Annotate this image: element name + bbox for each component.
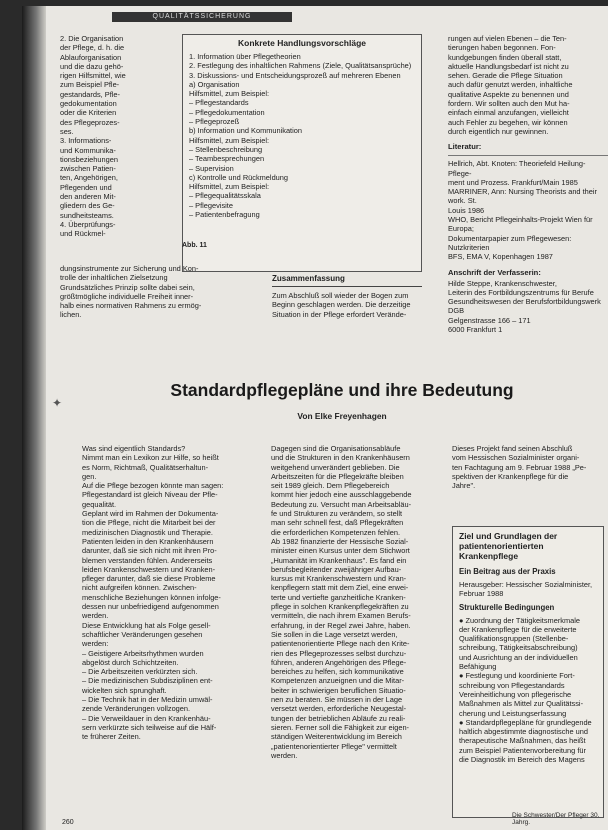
- text-line: halb eines normativen Rahmens zu ermög-: [60, 301, 202, 311]
- literature-heading: Literatur:: [448, 142, 482, 152]
- text-line: gen.: [82, 471, 97, 481]
- text-line: lichen.: [60, 310, 82, 320]
- text-line: die erforderlichen Kompetenzen fehlen.: [271, 527, 401, 537]
- text-line: oder die Kriterien: [60, 108, 117, 118]
- text-line: abgelöst durch Schichtzeiten.: [82, 657, 179, 667]
- text-line: rien des Pflegeprozesses selbst durchzu-: [271, 648, 407, 658]
- text-line: Zum Abschluß soll wieder der Bogen zum: [272, 291, 409, 300]
- literature-line: WHO, Bericht Pflegeinhalts-Projekt Wien für Europa;: [448, 215, 593, 234]
- text-line: Arbeitszeiten für die Pflegekräfte bleiben: [271, 471, 404, 481]
- text-line: wickelten sich sprunghaft.: [82, 685, 167, 695]
- literature-line: ment und Prozess. Frankfurt/Main 1985: [448, 177, 578, 187]
- text-line: Ab 1982 finanzierte der Hessische Sozial-: [271, 536, 409, 546]
- sidebar-line: schreibung, Tätigkeitsabschreibung): [459, 643, 578, 653]
- text-line: patientenorientierte Pflege nach den Krite-: [271, 639, 410, 649]
- box-item: – Teambesprechungen: [189, 154, 265, 164]
- box-item: a) Organisation: [189, 79, 240, 89]
- text-line: ses.: [60, 126, 74, 136]
- text-line: erfahrung, in der Regel zwei Jahre, haben.: [271, 620, 411, 630]
- text-line: sehen. Gerade die Pflege Situation: [448, 71, 563, 81]
- pin-icon: ✦: [52, 396, 63, 410]
- literature-line: Louis 1986: [448, 205, 485, 215]
- text-line: größtmögliche individuelle Freiheit inner-: [60, 291, 194, 301]
- text-line: Beginn geschlagen werden. Die derzeitige: [272, 300, 411, 310]
- text-line: tion die Pflege, nicht die Mitarbeit bei der: [82, 518, 216, 528]
- box-item: – Supervision: [189, 163, 234, 173]
- text-line: Jahre".: [452, 481, 476, 491]
- address-line: Leiterin des Fortbildungszentrums für Berufe: [448, 287, 594, 297]
- book-spine-shadow: [22, 6, 46, 830]
- text-line: „patientenorientierter Pflege" vermittelt: [271, 741, 397, 751]
- text-line: kursus mit Krankenschwestern und Kran-: [271, 574, 407, 584]
- text-line: darunter, daß sie sich nicht mit ihren Pro-: [82, 546, 217, 556]
- text-line: 3. Informations-: [60, 136, 112, 146]
- text-line: Bedeutung zu. Versucht man Arbeitsabläu-: [271, 499, 412, 509]
- box-item: – Patientenbefragung: [189, 210, 260, 220]
- sidebar-meta-line: Februar 1988: [459, 589, 504, 599]
- text-line: gestandards, Pfle-: [60, 89, 120, 99]
- text-line: – Geistigere Arbeitsrhythmen wurden: [82, 648, 204, 658]
- text-line: rungen auf vielen Ebenen – die Ten-: [448, 34, 567, 43]
- text-line: Was sind eigentlich Standards?: [82, 444, 186, 453]
- sidebar-subtitle: Ein Beitrag aus der Praxis: [459, 567, 556, 576]
- text-line: einfach einmal anzufangen, vielleicht: [448, 108, 569, 118]
- text-line: des Pflegeprozes-: [60, 117, 120, 127]
- text-line: Kompetenzen anzueignen und die Mitar-: [271, 676, 405, 686]
- text-line: auch dafür genutzt werden, inhaltliche: [448, 80, 573, 90]
- sidebar-line: cherung und Leistungserfassung: [459, 708, 567, 718]
- figure-caption: Abb. 11: [182, 242, 207, 249]
- text-line: – Die Arbeitszeiten verkürzten sich.: [82, 667, 198, 677]
- text-line: auch Fehler zu begehen, wir können: [448, 117, 568, 127]
- literature-line: BFS, EMA V, Kopenhagen 1987: [448, 252, 553, 262]
- sidebar-line: Befähigung: [459, 662, 497, 672]
- sidebar-line: ● Festlegung und koordinierte Fort-: [459, 671, 575, 681]
- text-line: durch eigentlich nur gewinnen.: [448, 126, 549, 136]
- sidebar-box: [452, 526, 604, 818]
- article-column-1: [82, 444, 246, 742]
- text-line: zum Beispiel Pfle-: [60, 80, 120, 90]
- sidebar-line: Vereinheitlichung von pflegerische: [459, 689, 572, 699]
- text-line: „Humanität im Krankenhaus". Es fand ein: [271, 555, 407, 565]
- text-line: weitgehend unverändert geblieben. Die: [271, 462, 400, 472]
- text-line: ständigen Weiterentwicklung im Bereich: [271, 732, 402, 742]
- text-line: minister einen Kursus unter dem Stichwort: [271, 546, 410, 556]
- text-line: und die dazu gehö-: [60, 61, 124, 71]
- box-item: Hilfsmittel, zum Beispiel:: [189, 182, 270, 192]
- sidebar-line: die Diagnostik im Bereich des Magens: [459, 755, 585, 765]
- text-line: Dieses Projekt fand seinen Abschluß: [452, 444, 573, 453]
- sidebar-line: schreibung von Pflegestandards: [459, 680, 565, 690]
- sidebar-line: Maßnahmen als Mittel zur Qualitätssi-: [459, 699, 584, 709]
- text-line: terte und vertiefte ganzheitliche Kranken-: [271, 592, 406, 602]
- text-line: versetzt werden, erforderliche Neugestal-: [271, 704, 407, 714]
- text-line: Geplant wird im Rahmen der Dokumenta-: [82, 509, 219, 519]
- text-line: tionsbeziehungen: [60, 154, 118, 164]
- text-line: aktuelle Handlungsbedarf ist nicht zu: [448, 61, 569, 71]
- address-line: Gelgenstrasse 166 – 171: [448, 315, 531, 325]
- box-item: – Pflegestandards: [189, 98, 249, 108]
- summary-section: [272, 274, 422, 319]
- text-line: trolle der inhaltlichen Zielsetzung: [60, 273, 168, 283]
- text-line: – Die medizinischen Subdisziplinen ent-: [82, 676, 213, 686]
- text-line: kundgebungen finden überall statt,: [448, 52, 562, 62]
- text-line: und Rückmel-: [60, 229, 106, 239]
- text-line: vermitteln, die nach ihrem Examen Berufs-: [271, 611, 411, 621]
- right-column: [448, 34, 608, 334]
- literature-line: Hellrich, Abt. Knoten: Theoriefeld Heilung-Pflege-: [448, 159, 586, 178]
- address-line: DGB: [448, 306, 465, 316]
- text-line: Diese Entwicklung hat als Folge gesell-: [82, 620, 211, 630]
- action-proposals-box: [182, 34, 422, 272]
- text-line: Situation in der Pflege erfordert Verände-: [272, 309, 407, 319]
- section-header: QUALITÄTSSICHERUNG: [112, 12, 292, 22]
- text-line: seit 1989 gleich. Dem Pflegebereich: [271, 481, 390, 491]
- text-line: der Pflege, d. h. die: [60, 43, 125, 53]
- page-number: 260: [62, 819, 74, 826]
- text-line: Pflegestandard ist gleich Niveau der Pfle-: [82, 490, 218, 500]
- text-line: nen zu beraten. Sie müssen in der Lage: [271, 695, 403, 705]
- box-item: c) Kontrolle und Rückmeldung: [189, 172, 289, 182]
- text-line: werden.: [82, 611, 109, 621]
- text-line: leiden Krankenschwestern und Kranken-: [82, 564, 216, 574]
- text-line: den anderen Mit-: [60, 192, 116, 202]
- address-line: Hilde Steppe, Krankenschwester,: [448, 278, 557, 288]
- text-line: gedokumentation: [60, 99, 117, 109]
- text-line: sundheitsteams.: [60, 210, 114, 220]
- article-column-2: [271, 444, 439, 760]
- left-column-continued: [60, 264, 280, 320]
- text-line: vom Hessischen Sozialminister organi-: [452, 453, 580, 463]
- sidebar-line: Qualifikationsgruppen (Stellenbe-: [459, 634, 569, 644]
- text-line: pflege in solchen Krankenpflegekräften zu: [271, 602, 409, 612]
- sidebar-meta-line: Herausgeber: Hessischer Sozialminister,: [459, 580, 593, 589]
- text-line: menschliche Beziehungen können infolge-: [82, 592, 221, 602]
- text-line: Dagegen sind die Organisationsabläufe: [271, 444, 401, 453]
- text-line: und Kommunika-: [60, 145, 116, 155]
- text-line: zwischen Patien-: [60, 164, 116, 174]
- box-items: [183, 52, 421, 219]
- text-line: ten, Angehörigen,: [60, 173, 118, 183]
- box-item: 1. Information über Pflegetheorien: [189, 52, 301, 61]
- text-line: Nimmt man ein Lexikon zur Hilfe, so heißt: [82, 453, 219, 463]
- sidebar-section: Strukturelle Bedingungen: [459, 602, 555, 612]
- box-item: – Stellenbeschreibung: [189, 144, 263, 154]
- text-line: 2. Die Organisation: [60, 34, 124, 43]
- text-line: – Die Verweildauer in den Krankenhäu-: [82, 713, 211, 723]
- document-page: [22, 6, 608, 830]
- text-line: dessen nur unbefriedigend aufgenommen: [82, 602, 219, 612]
- sidebar-line: der Krankenpflege für die erweiterte: [459, 624, 577, 634]
- sidebar-line: therapeutische Maßnahmen, das heißt: [459, 736, 586, 746]
- box-item: b) Information und Kommunikation: [189, 126, 302, 136]
- box-item: 3. Diskussions- und Entscheidungsprozeß auf mehreren Ebenen: [189, 70, 401, 80]
- text-line: rigen Hilfsmittel, wie: [60, 71, 126, 81]
- box-item: – Pflegeprozeß: [189, 117, 240, 127]
- text-line: fordern. Wir sollten auch den Mut ha-: [448, 99, 570, 109]
- box-item: 2. Festlegung des inhaltlichen Rahmens (Ziele, Qualitätsansprüche): [189, 61, 412, 71]
- text-line: dungsinstrumente zur Sicherung und Kon-: [60, 264, 199, 273]
- text-line: beiter in schwierigen beruflichen Situatio-: [271, 685, 406, 695]
- sidebar-title: Ziel und Grundlagen der patientenorientierten Krankenpflege: [459, 531, 558, 561]
- literature-line: MARRINER, Ann: Nursing Theorists and their work. St.: [448, 187, 597, 206]
- text-line: pfleger darunter, daß sie diese Probleme: [82, 574, 216, 584]
- article-column-3: [452, 444, 602, 490]
- text-line: man sehr schnell fest, daß Pflegekräften: [271, 518, 404, 528]
- text-line: sieren. Ferner soll die Fähigkeit zur eigen-: [271, 722, 410, 732]
- text-line: medizinischen Diagnostik und Therapie.: [82, 527, 213, 537]
- text-line: bereiches zu helfen, sich kommunikative: [271, 667, 404, 677]
- address-heading: Anschrift der Verfasserin:: [448, 267, 541, 277]
- sidebar-line: zum Beispiel Patientenvorbereitung für: [459, 745, 586, 755]
- text-line: tierungen haben begonnen. Fon-: [448, 43, 556, 53]
- text-line: Grundsätzliches Prinzip sollte dabei sein,: [60, 282, 195, 292]
- article-author: Von Elke Freyenhagen: [297, 411, 387, 421]
- text-line: nicht aufgreifen können. Zwischen-: [82, 583, 197, 593]
- text-line: te früherer Zeiten.: [82, 732, 141, 742]
- text-line: berufsbegleitender zweijähriger Aufbau-: [271, 564, 402, 574]
- box-title: Konkrete Handlungsvorschläge: [237, 38, 366, 48]
- box-item: – Pflegequalitätsskala: [189, 191, 261, 201]
- text-line: gequalität.: [82, 499, 117, 509]
- box-item: Hilfsmittel, zum Beispiel:: [189, 135, 270, 145]
- text-line: sern verkürzte sich teilweise auf die Hälf-: [82, 722, 217, 732]
- address-line: 6000 Frankfurt 1: [448, 325, 503, 335]
- text-line: werden:: [82, 639, 109, 649]
- literature-line: Dokumentarpapier zum Pflegewesen: Nutzkriterien: [448, 233, 572, 252]
- box-item: – Pflegedokumentation: [189, 107, 265, 117]
- text-line: ten Fachtagung am 9. Februar 1988 „Pe-: [452, 462, 587, 472]
- text-line: kenpflegern statt mit dem Ziel, eine erwei-: [271, 583, 409, 593]
- text-line: kommt hier jedoch eine ausschlaggebende: [271, 490, 412, 500]
- text-line: tungen der betrieblichen Abläufe zu reali-: [271, 713, 406, 723]
- summary-heading: Zusammenfassung: [272, 274, 345, 283]
- text-line: schaftlicher Veränderungen gesehen: [82, 629, 203, 639]
- text-line: 4. Überprüfungs-: [60, 219, 116, 229]
- sidebar-line: und Ausrichtung an der individuellen: [459, 652, 578, 662]
- text-line: gliedern des Ge-: [60, 201, 115, 211]
- text-line: – Die Technik hat in der Medizin umwäl-: [82, 695, 213, 705]
- text-line: führen, anderen Angehörigen des Pflege-: [271, 657, 407, 667]
- text-line: spektiven der Krankenpflege für die: [452, 471, 569, 481]
- sidebar-line: ● Zuordnung der Tätigkeitsmerkmale: [459, 615, 580, 625]
- text-line: werden.: [271, 750, 298, 760]
- text-line: blemen verstanden fühlen. Andererseits: [82, 555, 213, 565]
- sidebar-line: ● Standardpflegepläne für grundlegende: [459, 717, 592, 727]
- text-line: fe und Strukturen zu verändern, so stellt: [271, 509, 403, 519]
- text-line: Pflegenden und: [60, 182, 112, 192]
- text-line: Ablauforganisation: [60, 52, 122, 62]
- text-line: zende Veränderungen vollzogen.: [82, 704, 191, 714]
- text-line: qualitative Aspekte zu benennen und: [448, 89, 569, 99]
- journal-name: Die Schwester/Der Pfleger 30. Jahrg.: [512, 812, 600, 826]
- box-item: Hilfsmittel, zum Beispiel:: [189, 89, 270, 99]
- text-line: Auf die Pflege bezogen könnte man sagen:: [82, 481, 224, 491]
- text-line: Patienten leiden in den Krankenhäusern: [82, 536, 214, 546]
- text-line: Sie sollen in die Lage versetzt werden,: [271, 629, 398, 639]
- article-title: Standardpflegepläne und ihre Bedeutung: [170, 380, 514, 400]
- text-line: und die Strukturen in den Krankenhäusern: [271, 453, 410, 463]
- box-item: – Pflegevisite: [189, 200, 233, 210]
- left-column: [60, 34, 180, 239]
- text-line: es Norm, Richtmaß, Qualitätserhaltun-: [82, 462, 209, 472]
- address-line: Gesundheitswesen der Berufsfortbildungswerk: [448, 297, 601, 307]
- sidebar-line: haltlich abgestimmte diagnostische und: [459, 727, 589, 737]
